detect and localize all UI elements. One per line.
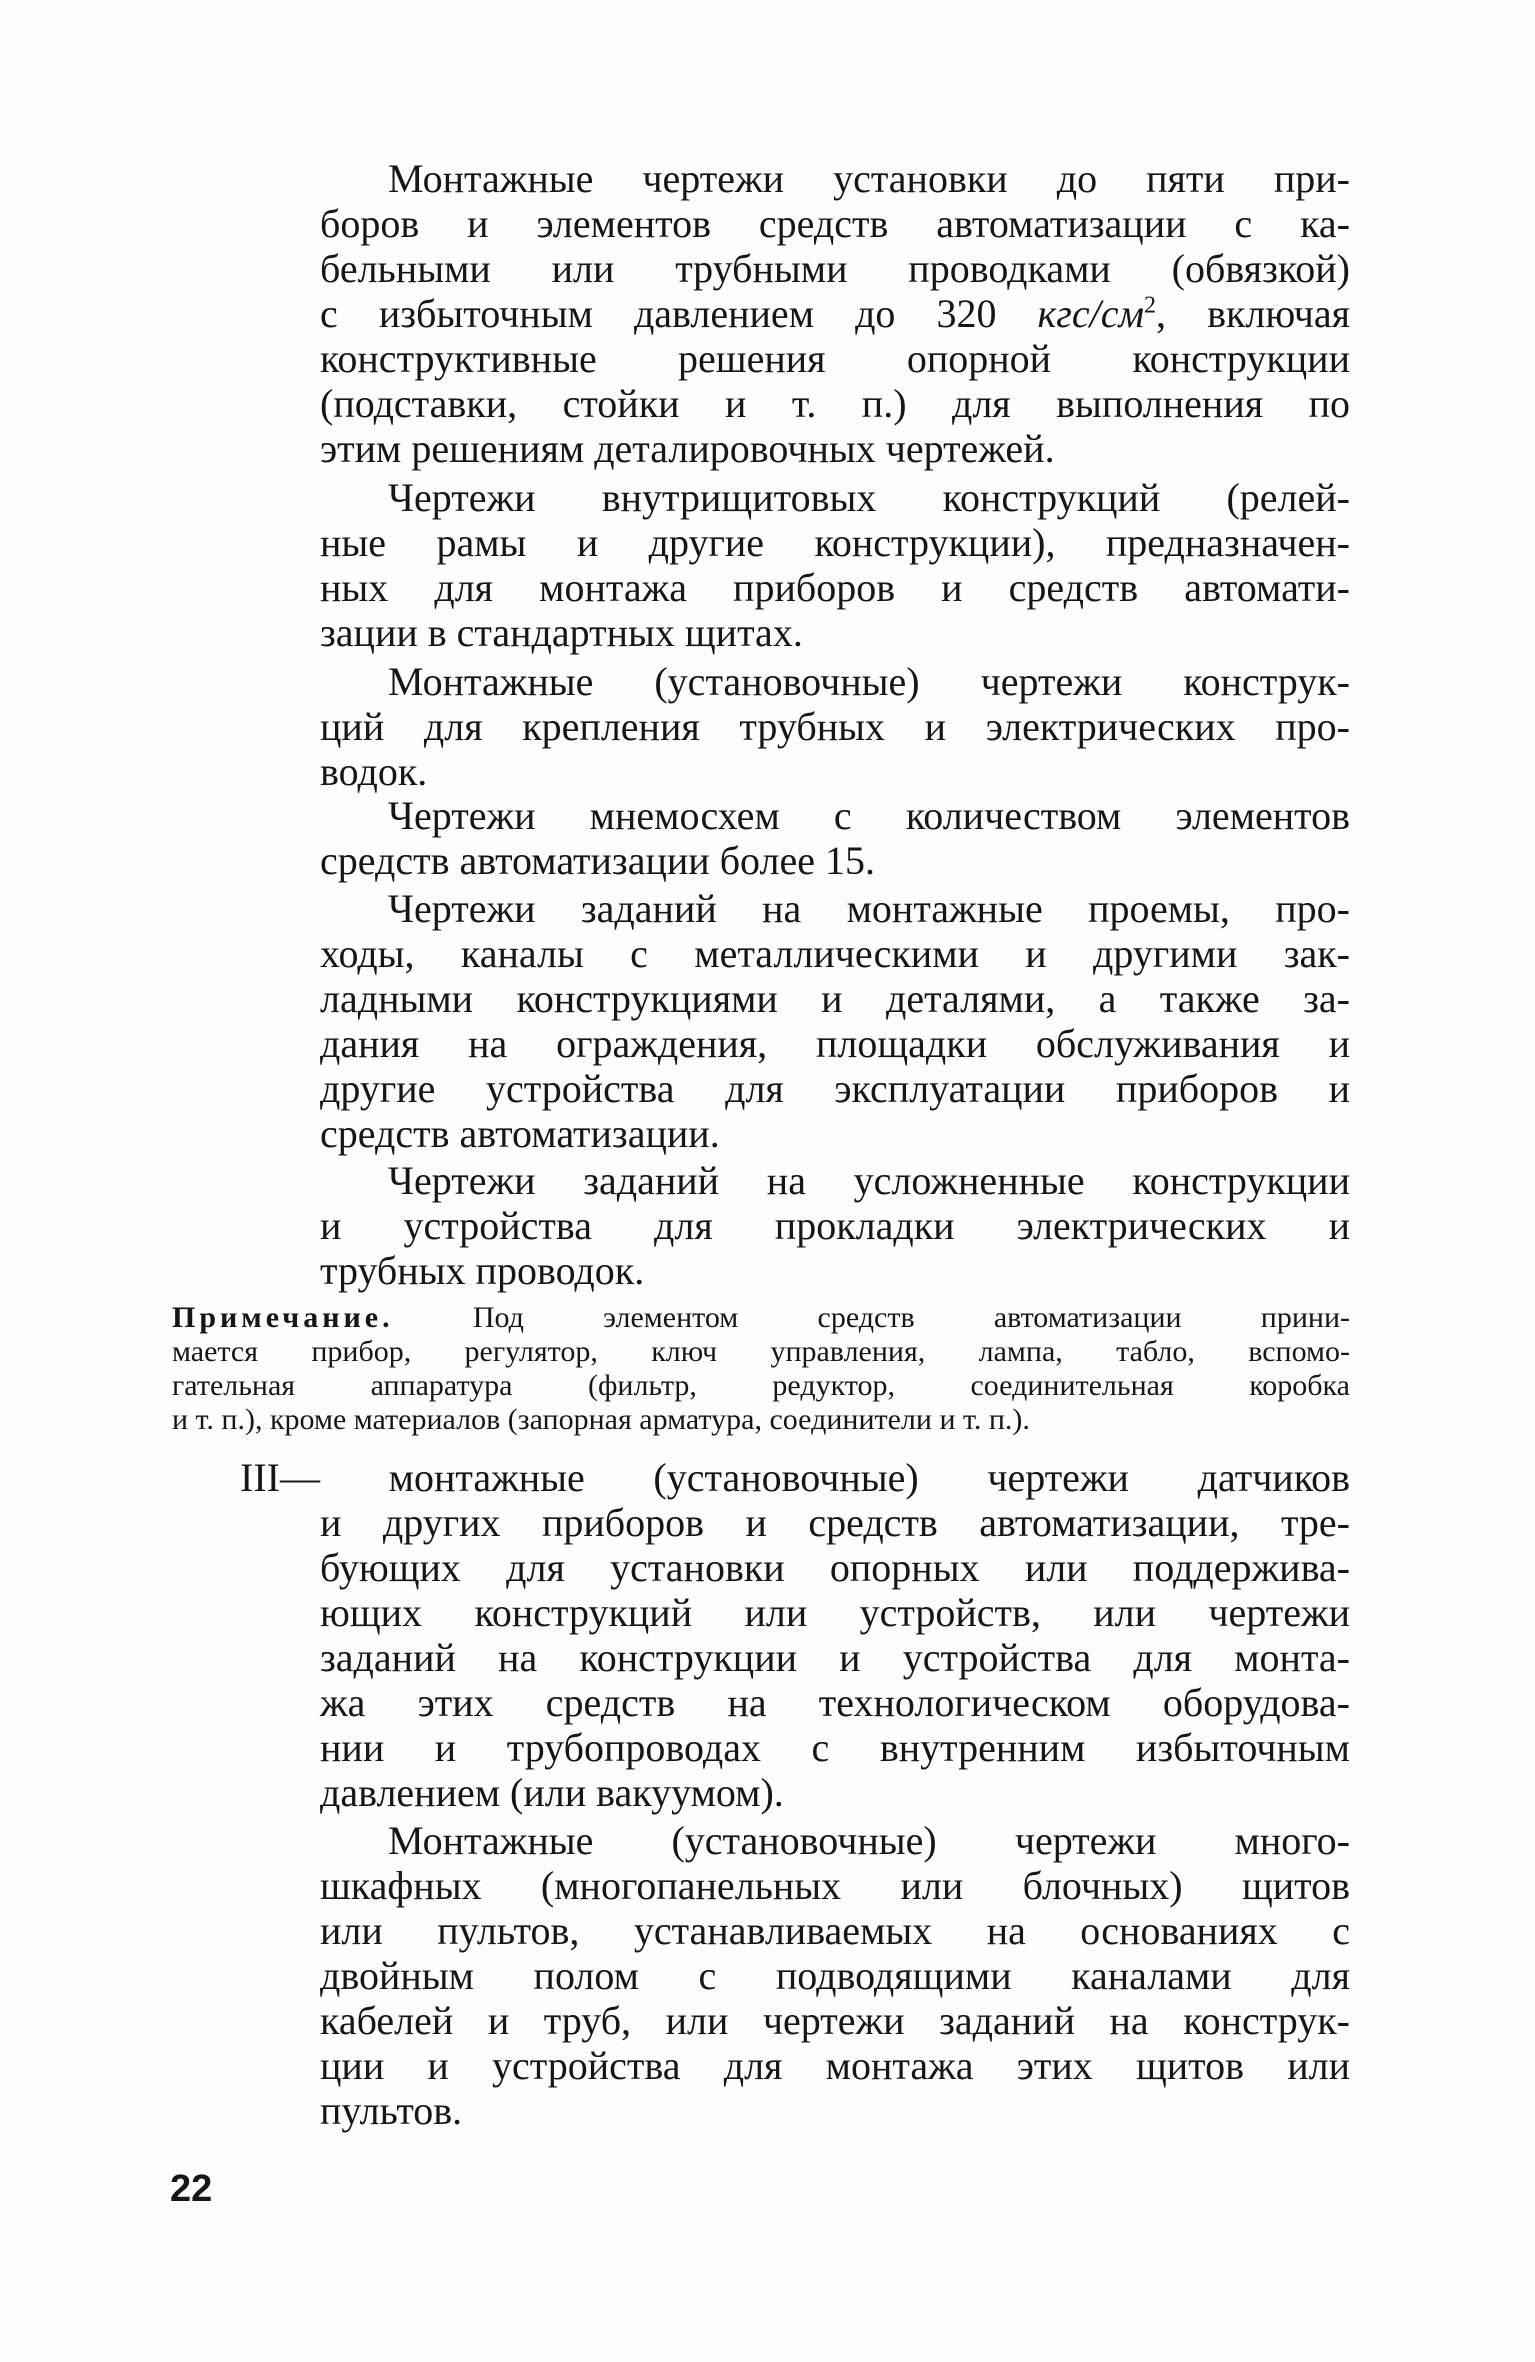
paragraph-3-line-1: Монтажные (установочные) чертежи конструк- (388, 659, 1350, 704)
category-iii-line-3: бующих для установки опорных или поддержива- (320, 1545, 1350, 1590)
pressure-unit: кгс/см (1037, 291, 1145, 336)
note-line-3: гательная аппаратура (фильтр, редуктор, соединительная коробка (172, 1369, 1350, 1402)
note-line-1 (172, 1301, 1350, 1335)
paragraph-1-line-3: бельными или трубными проводками (обвязкой) (320, 246, 1350, 291)
category-iii-line-8: давлением (или вакуумом). (320, 1770, 784, 1815)
paragraph-5-line-4: дания на ограждения, площадки обслуживания и (320, 1021, 1350, 1066)
note-first-line-text: Под элементом средств автоматизации прини- (472, 1301, 1351, 1334)
category-iii-line-2: и других приборов и средств автоматизации, тре- (320, 1500, 1350, 1545)
final-paragraph-line-3: или пультов, устанавливаемых на основаниях с (320, 1908, 1350, 1953)
page-number: 22 (170, 2168, 213, 2210)
paragraph-2-line-2: ные рамы и другие конструкции), предназначен- (320, 520, 1350, 565)
paragraph-2-line-1: Чертежи внутрищитовых конструкций (релей- (388, 475, 1350, 520)
paragraph-5-line-5: другие устройства для эксплуатации приборов и (320, 1066, 1350, 1111)
category-iii-line-1: III— монтажные (установочные) чертежи датчиков (240, 1455, 1350, 1500)
note-label: Примечание. (172, 1301, 394, 1334)
final-paragraph-line-7: пультов. (320, 2088, 463, 2133)
final-paragraph-line-5: кабелей и труб, или чертежи заданий на конструк- (320, 1998, 1350, 2043)
paragraph-6-line-1: Чертежи заданий на усложненные конструкции (388, 1158, 1350, 1203)
paragraph-3-line-2: ций для крепления трубных и электрических про- (320, 704, 1350, 749)
paragraph-1-line-2: боров и элементов средств автоматизации с ка- (320, 201, 1350, 246)
pressure-text-before: с избыточным давлением до 320 (320, 291, 1038, 336)
paragraph-1-line-5: конструктивные решения опорной конструкции (320, 336, 1350, 381)
paragraph-2-line-4: зации в стандартных щитах. (320, 610, 803, 655)
paragraph-5-line-2: ходы, каналы с металлическими и другими зак- (320, 931, 1350, 976)
paragraph-3-line-3: водок. (320, 749, 428, 794)
paragraph-1-line-4 (320, 291, 1350, 337)
final-paragraph-line-6: ции и устройства для монтажа этих щитов или (320, 2043, 1350, 2088)
paragraph-1-line-1: Монтажные чертежи установки до пяти при- (388, 156, 1350, 201)
paragraph-4-line-1: Чертежи мнемосхем с количеством элементов (388, 793, 1350, 838)
category-iii-line-5: заданий на конструкции и устройства для монта- (320, 1635, 1350, 1680)
paragraph-1-line-6: (подставки, стойки и т. п.) для выполнения по (320, 381, 1350, 426)
paragraph-6-line-2: и устройства для прокладки электрических и (320, 1203, 1350, 1248)
paragraph-5-line-1: Чертежи заданий на монтажные проемы, про- (388, 886, 1350, 931)
paragraph-2-line-3: ных для монтажа приборов и средств автомати- (320, 565, 1350, 610)
category-iii-line-6: жа этих средств на технологическом оборудова- (320, 1680, 1350, 1725)
category-iii-line-4: ющих конструкций или устройств, или чертежи (320, 1590, 1350, 1635)
paragraph-5-line-6: средств автоматизации. (320, 1111, 720, 1156)
final-paragraph-line-1: Монтажные (установочные) чертежи много- (388, 1818, 1350, 1863)
final-paragraph-line-4: двойным полом с подводящими каналами для (320, 1953, 1350, 1998)
note-line-4: и т. п.), кроме материалов (запорная арматура, соединители и т. п.). (172, 1403, 1030, 1436)
paragraph-5-line-3: ладными конструкциями и деталями, а также за- (320, 976, 1350, 1021)
category-iii-line-7: нии и трубопроводах с внутренним избыточным (320, 1725, 1350, 1770)
note-line-2: мается прибор, регулятор, ключ управления, лампа, табло, вспомо- (172, 1335, 1350, 1368)
paragraph-6-line-3: трубных проводок. (320, 1248, 645, 1293)
paragraph-1-line-7: этим решениям деталировочных чертежей. (320, 426, 1055, 471)
pressure-text-after: , включая (1156, 291, 1350, 336)
paragraph-4-line-2: средств автоматизации более 15. (320, 838, 875, 883)
final-paragraph-line-2: шкафных (многопанельных или блочных) щитов (320, 1863, 1350, 1908)
pressure-unit-exponent: 2 (1144, 292, 1157, 319)
